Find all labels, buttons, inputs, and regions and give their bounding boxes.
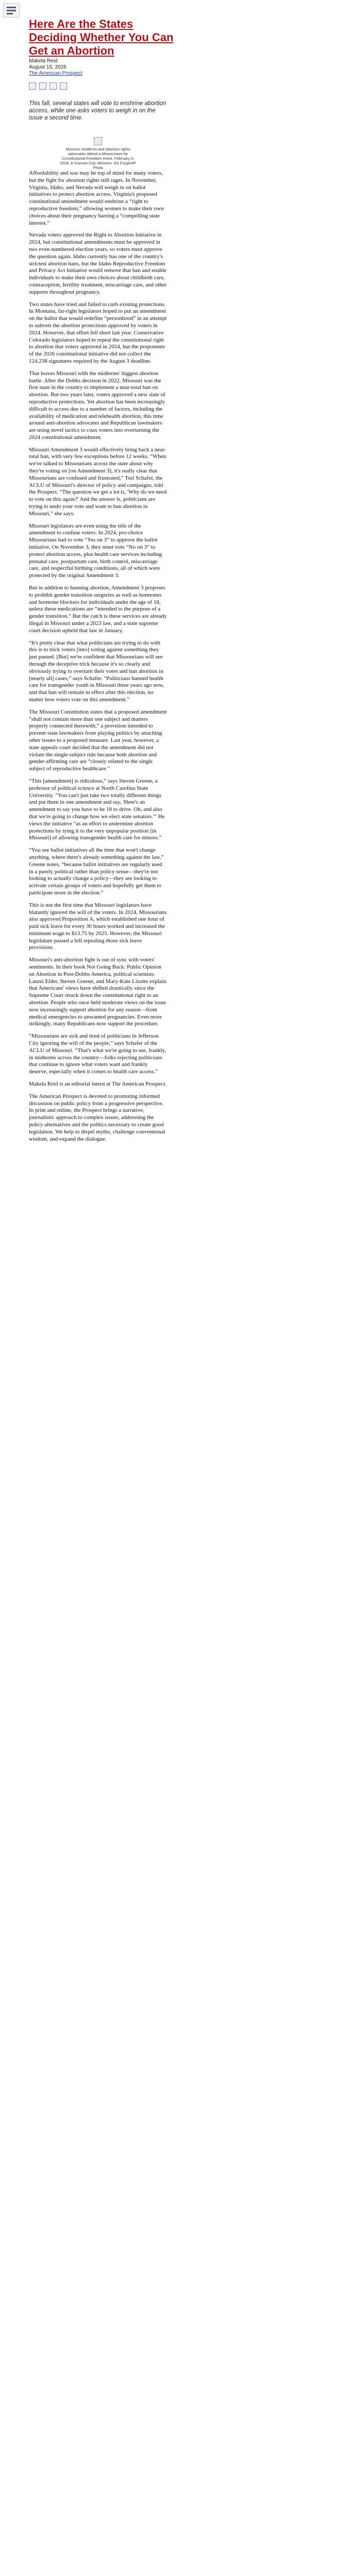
article-paragraph: The American Prospect is devoted to promoting informed discussion on public policy from a progressive perspective. In print and online, the Prospect brings a narrative, journalistic approach to complex issues, addressing the policy alternatives and the politics necessary to create good legislation. We help to dispel myths, challenge conventional wisdom, and expand the dialogue. [29,1093,166,1142]
article-body [29,170,167,1148]
hero-figure [60,137,136,170]
article-paragraph: “You see ballot initiatives all the time that won't change anything, where there's already something against the law,” Greene notes, “because ballot initiatives are regularly used in a purely political rather than policy sense—they're not looking to actually change a policy—they are looking to activate certain groups of voters and hopefully get them to participate more in the election.” [29,847,164,896]
article-paragraph: “This [amendment] is ridiculous,” says Steven Greene, a professor of political science at North Carolina State University. “You can't just take two totally different things and put them in one amendment and say, 'Here's an amendment to say you have to be 18 to drive. Oh, and also that we're going to change how we elect state senators.'” He views the initiative “as an effort to undermine abortion protections by tying it to the very unpopular position [in Missouri] of allowing transgender health care for minors.” [29,777,165,841]
facebook-icon[interactable] [29,82,36,90]
author-name: Makela Reid [29,58,58,64]
share-bar [29,82,67,90]
prospect-logo-icon[interactable] [3,3,20,18]
publication-link[interactable]: The American Prospect [29,71,83,76]
article-paragraph: Affordability and war may be top of mind for many voters, but the fight for abortion rights still rages. In November, Virginia, Idaho, and Nevada will weigh in on ballot initiatives to protect abortion access. Virginia's proposed constitutional amendment would enshrine a “right to reproductive freedom,” allowing women to make their own choices about their pregnancy barring a “compelling state interest.” [29,170,164,226]
article-dek: This fall, several states will vote to enshrine abortion access, while one asks voters to weigh in on the issue a second time. [29,100,166,121]
article-paragraph: Makela Reid is an editorial intern at The American Prospect. [29,1081,167,1088]
article-paragraph: But in addition to banning abortion, Amendment 3 proposes to prohibit gender transition surgeries as well as hormones and hormone blockers for individuals under the age of 18, unless these medications are “intended to the purpose of a gender transition.” But the catch is these services are already illegal in Missouri under a 2023 law, and a state supreme court decision upheld that law in January. [29,585,167,634]
article-paragraph: “Missourians are sick and tired of politicians in Jefferson City ignoring the will of the people,” says Schafer of the ACLU of Missouri. “That's what we're going to see, frankly, in midterms across the country—folks rejecting politicians that continue to ignore what voters want and frankly deserve, especially when it comes to health care access.” [29,1033,166,1075]
article-paragraph: That leaves Missouri with the midterms' biggest abortion battle. After the Dobbs decision in 2022, Missouri was the first state in the country to implement a near-total ban on abortion. But two years later, voters approved a new slate of reproductive protections. Yet abortion has been increasingly difficult to access due to a number of factors, including the availability of medication and telehealth abortion, this time around anti-abortion advocates and Republican lawmakers are using novel tactics to coax voters into overturning the 2024 constitutional amendment. [29,370,166,440]
article-paragraph: “It's pretty clear that what politicians are trying to do with this is to trick voters [into] voting against something they just passed. [But] we're confident that Missourians will see through the deceptive trick because it's so clearly and obviously trying to overturn their votes and ban abortion in [nearly all] cases,” says Schafer. “Politicians banned health care for transgender youth in Missouri three years ago now, and that ban will remain in effect after this election, no matter how voters vote on this amendment.” [29,639,164,703]
image-placeholder-icon [94,137,102,145]
link-icon[interactable] [60,82,67,90]
article-paragraph: This is not the first time that Missouri legislators have blatantly ignored the will of the voters. In 2024, Missourians also approved Proposition A, which established one hour of paid sick leave for every 30 hours worked and increased the minimum wage to $13.75 by 2025. However, the Missouri legislature passed a bill repealing those sick leave provisions. [29,902,167,951]
article-paragraph: The Missouri Constitution states that a proposed amendment “shall not contain more than one subject and matters properly connected therewith,” a provision intended to prevent state lawmakers from playing politics by attaching other issues to a proposed measure. Last year, however, a state appeals court decided that the amendment did not violate the single-subject rule because both abortion and gender-affirming care are “closely related to the single subject of reproductive healthcare.” [29,708,167,772]
article-title-link[interactable]: Here Are the States Deciding Whether You Can Get an Abortion [29,18,174,57]
article-paragraph: Two states have tried and failed to curb existing protections. In Montana, far-right legislators hoped to put an amendment on the ballot that would redefine “personhood” in an attempt to subvert the abortion protections approved by voters in 2024. However, that effort fell short last year. Conservative Colorado legislators hoped to repeal the constitutional right to abortion that voters approved in 2024, but the proponents of the 2026 constitutional initiative did not collect the 124,238 signatures required by the August 3 deadline. [29,301,167,364]
article-paragraph: Nevada voters approved the Right to Abortion Initiative in 2024, but constitutional amendments must be approved in two even-numbered election years, so voters must approve the question again. Idaho currently has one of the country's strictest abortion bans, but the Idaho Reproductive Freedom and Privacy Act Initiative would remove that ban and enable individuals to make their own choices about childbirth care, contraception, fertility treatment, miscarriage care, and other supports throughout pregnancy. [29,232,167,295]
publish-date: August 15, 2026 [29,64,67,70]
image-caption: Missouri residents and abortion rights advocates attend a Missourians for Constitutional Freedom event, February 6, 2024, in Kansas City, Missouri. Ed Zurga/AP Photo [60,147,136,170]
article-paragraph: Missouri Amendment 3 would effectively bring back a near-total ban, with very few exceptions before 12 weeks. “When we've talked to Missourians across the state about why they're voting on [on Amendment 3], it's really clear that Missourians are confused and frustrated,” Tori Schafer, the ACLU of Missouri's director of policy and campaigns, told the Prospect. “The question we get a lot is, 'Why do we need to vote on this again?' And the answer is, politicians are trying to undo your vote and want to ban abortion in Missouri,” she says. [29,446,167,517]
article-paragraph: Missouri legislators are even using the title of the amendment to confuse voters. In 2024, pro-choice Missourians had to vote “Yes on 3” to approve the ballot initiative. On November 3, they must vote “No on 3” to protect abortion access, plus health care services including prenatal care, postpartum care, birth control, miscarriage care, and respectful birthing conditions, all of which were protected by the original Amendment 3. [29,522,162,579]
bluesky-icon[interactable] [39,82,46,90]
article-paragraph: Missouri's anti-abortion fight is out of sync with voters' sentiments. In their book Not Going Back: Public Opinion on Abortion in Post-Dobbs America, political scientists Laurel Elder, Steven Greene, and Mary-Kate Lizotte explain that Americans' views have shifted drastically since the Supreme Court struck down the constitutional right to an abortion. People who once held moderate views on the issue now increasingly support abortion for any reason—from medical emergencies to unwanted pregnancies. Even more strikingly, many Republicans now support the procedure. [29,957,167,1027]
email-icon[interactable] [50,82,57,90]
article-meta [29,58,83,77]
article-title [29,18,184,58]
